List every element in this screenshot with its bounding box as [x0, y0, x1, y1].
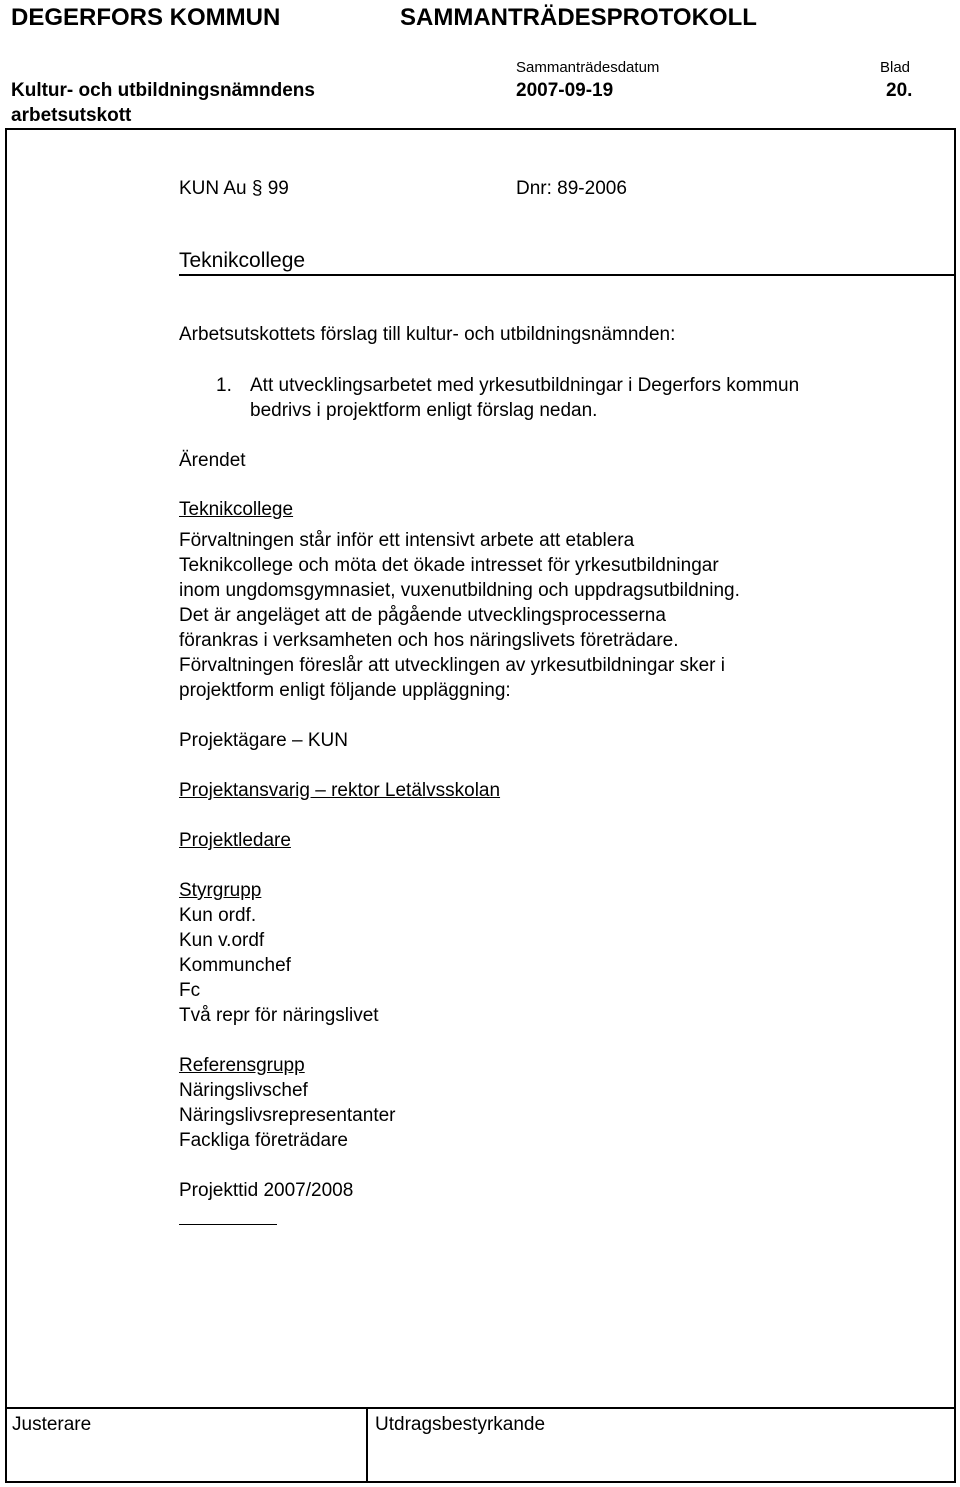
project-responsible: Projektansvarig – rektor Letälvsskolan	[179, 780, 501, 801]
org-name: DEGERFORS KOMMUN	[11, 4, 281, 31]
proposal-heading: Arbetsutskottets förslag till kultur- och utbildningsnämnden:	[179, 324, 676, 345]
project-owner: Projektägare – KUN	[179, 730, 348, 751]
body-name-line2: arbetsutskott	[11, 105, 132, 126]
body-line: Förvaltningen står inför ett intensivt arbete att etablera	[179, 530, 635, 551]
body-line: Förvaltningen föreslår att utvecklingen av yrkesutbildningar sker i	[179, 655, 725, 676]
steering-member: Kun ordf.	[179, 905, 257, 926]
steering-group-heading: Styrgrupp	[179, 880, 262, 901]
title-rule	[179, 274, 955, 276]
paragraph-number: KUN Au § 99	[179, 178, 289, 199]
reference-member: Näringslivsrepresentanter	[179, 1105, 396, 1126]
adjusters-label: Justerare	[12, 1414, 92, 1435]
body-name-line1: Kultur- och utbildningsnämndens	[11, 80, 315, 101]
body-line: projektform enligt följande uppläggning:	[179, 680, 511, 701]
reference-group-heading: Referensgrupp	[179, 1055, 305, 1076]
body-line: inom ungdomsgymnasiet, vuxenutbildning och uppdragsutbildning.	[179, 580, 740, 601]
end-rule	[179, 1224, 277, 1225]
steering-member: Kun v.ordf	[179, 930, 265, 951]
steering-member: Två repr för näringslivet	[179, 1005, 379, 1026]
proposal-number: 1.	[216, 375, 232, 396]
steering-member: Fc	[179, 980, 201, 1001]
proposal-text-line1: Att utvecklingsarbetet med yrkesutbildningar i Degerfors kommun	[250, 375, 800, 396]
diary-number: Dnr: 89-2006	[516, 178, 627, 199]
page-label: Blad	[880, 59, 911, 76]
page-number: 20.	[886, 80, 913, 101]
reference-member: Näringslivschef	[179, 1080, 308, 1101]
date-label: Sammanträdesdatum	[516, 59, 660, 76]
matter-title: Teknikcollege	[179, 249, 306, 272]
reference-member: Fackliga företrädare	[179, 1130, 348, 1151]
steering-member: Kommunchef	[179, 955, 291, 976]
footer-divider	[5, 1407, 956, 1409]
certified-label: Utdragsbestyrkande	[375, 1414, 546, 1435]
project-period: Projekttid 2007/2008	[179, 1180, 354, 1201]
meeting-date: 2007-09-19	[516, 80, 614, 101]
body-line: Teknikcollege och möta det ökade intresset för yrkesutbildningar	[179, 555, 719, 576]
footer-column-divider	[366, 1407, 368, 1483]
doc-type: SAMMANTRÄDESPROTOKOLL	[400, 4, 757, 31]
body-line: Det är angeläget att de pågående utvecklingsprocesserna	[179, 605, 666, 626]
project-leader: Projektledare	[179, 830, 291, 851]
proposal-text-line2: bedrivs i projektform enligt förslag nedan.	[250, 400, 598, 421]
arendet-label: Ärendet	[179, 450, 246, 471]
body-subheading: Teknikcollege	[179, 499, 294, 520]
body-line: förankras i verksamheten och hos näringslivets företrädare.	[179, 630, 679, 651]
